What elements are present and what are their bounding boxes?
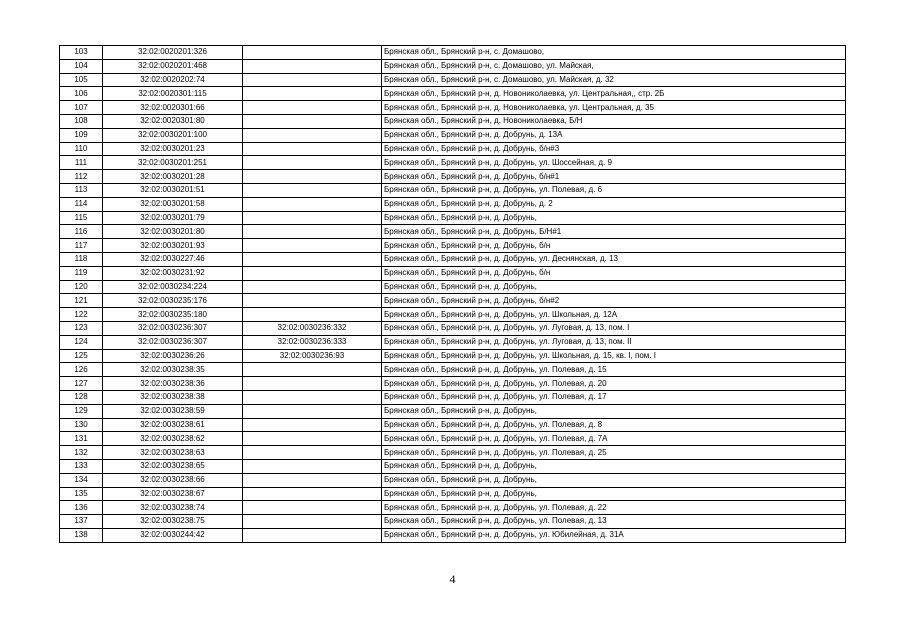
table-row (60, 211, 846, 225)
cadastral-number-cell: 32:02:0030231:92 (103, 266, 243, 280)
row-number-cell: 117 (60, 239, 103, 253)
related-cadastral-number-cell: 32:02:0030236:332 (243, 321, 382, 335)
table-row (60, 294, 846, 308)
table-row (60, 239, 846, 253)
related-cadastral-number-cell (243, 501, 382, 515)
related-cadastral-number-cell (243, 528, 382, 542)
row-number-cell: 135 (60, 487, 103, 501)
address-cell: Брянская обл., Брянский р-н, д. Добрунь, (382, 404, 846, 418)
row-number-cell: 113 (60, 183, 103, 197)
related-cadastral-number-cell (243, 363, 382, 377)
row-number-cell: 131 (60, 432, 103, 446)
related-cadastral-number-cell (243, 473, 382, 487)
row-number-cell: 123 (60, 321, 103, 335)
table-row (60, 252, 846, 266)
related-cadastral-number-cell (243, 404, 382, 418)
cadastral-number-cell: 32:02:0030235:176 (103, 294, 243, 308)
cadastral-number-cell: 32:02:0030238:75 (103, 515, 243, 529)
table-row (60, 377, 846, 391)
cadastral-number-cell: 32:02:0030201:100 (103, 128, 243, 142)
address-cell: Брянская обл., Брянский р-н, с. Домашово, (382, 46, 846, 60)
cadastral-number-cell: 32:02:0030201:51 (103, 183, 243, 197)
cadastral-number-cell: 32:02:0030238:38 (103, 390, 243, 404)
address-cell: Брянская обл., Брянский р-н, д. Добрунь, ул. Полевая, д. 8 (382, 418, 846, 432)
related-cadastral-number-cell (243, 459, 382, 473)
row-number-cell: 127 (60, 377, 103, 391)
related-cadastral-number-cell (243, 377, 382, 391)
cadastral-number-cell: 32:02:0030236:307 (103, 321, 243, 335)
cadastral-number-cell: 32:02:0030201:251 (103, 156, 243, 170)
row-number-cell: 110 (60, 142, 103, 156)
cadastral-number-cell: 32:02:0030201:23 (103, 142, 243, 156)
related-cadastral-number-cell (243, 294, 382, 308)
row-number-cell: 119 (60, 266, 103, 280)
table-row (60, 46, 846, 60)
address-cell: Брянская обл., Брянский р-н, д. Добрунь, ул. Школьная, д. 12А (382, 308, 846, 322)
registry-table (59, 45, 846, 543)
row-number-cell: 118 (60, 252, 103, 266)
cadastral-number-cell: 32:02:0030201:28 (103, 170, 243, 184)
related-cadastral-number-cell (243, 128, 382, 142)
page-number: 4 (449, 572, 456, 586)
table-row (60, 59, 846, 73)
table-row (60, 487, 846, 501)
related-cadastral-number-cell (243, 266, 382, 280)
cadastral-number-cell: 32:02:0030244:42 (103, 528, 243, 542)
table-row (60, 101, 846, 115)
address-cell: Брянская обл., Брянский р-н, д. Добрунь, ул. Шоссейная, д. 9 (382, 156, 846, 170)
address-cell: Брянская обл., Брянский р-н, д. Новониколаевка, ул. Центральная, д. 35 (382, 101, 846, 115)
related-cadastral-number-cell (243, 515, 382, 529)
cadastral-number-cell: 32:02:0030227:46 (103, 252, 243, 266)
address-cell: Брянская обл., Брянский р-н, д. Добрунь, ул. Полевая, д. 13 (382, 515, 846, 529)
table-row (60, 459, 846, 473)
row-number-cell: 124 (60, 335, 103, 349)
cadastral-number-cell: 32:02:0030238:62 (103, 432, 243, 446)
table-row (60, 446, 846, 460)
cadastral-number-cell: 32:02:0030238:35 (103, 363, 243, 377)
row-number-cell: 108 (60, 114, 103, 128)
cadastral-number-cell: 32:02:0020301:66 (103, 101, 243, 115)
related-cadastral-number-cell (243, 418, 382, 432)
row-number-cell: 107 (60, 101, 103, 115)
related-cadastral-number-cell (243, 114, 382, 128)
related-cadastral-number-cell (243, 73, 382, 87)
cadastral-number-cell: 32:02:0020202:74 (103, 73, 243, 87)
row-number-cell: 136 (60, 501, 103, 515)
table-row (60, 280, 846, 294)
related-cadastral-number-cell (243, 156, 382, 170)
cadastral-number-cell: 32:02:0020301:80 (103, 114, 243, 128)
cadastral-number-cell: 32:02:0030238:74 (103, 501, 243, 515)
cadastral-number-cell: 32:02:0030238:63 (103, 446, 243, 460)
related-cadastral-number-cell (243, 239, 382, 253)
related-cadastral-number-cell (243, 101, 382, 115)
table-row (60, 390, 846, 404)
cadastral-number-cell: 32:02:0030201:79 (103, 211, 243, 225)
row-number-cell: 130 (60, 418, 103, 432)
address-cell: Брянская обл., Брянский р-н, д. Добрунь, Б/Н#1 (382, 225, 846, 239)
table-row (60, 418, 846, 432)
cadastral-number-cell: 32:02:0030236:26 (103, 349, 243, 363)
cadastral-number-cell: 32:02:0030238:67 (103, 487, 243, 501)
related-cadastral-number-cell (243, 432, 382, 446)
address-cell: Брянская обл., Брянский р-н, д. Добрунь, ул. Луговая, д. 13, пом. II (382, 335, 846, 349)
registry-table-body (60, 46, 846, 543)
address-cell: Брянская обл., Брянский р-н, д. Добрунь, (382, 280, 846, 294)
address-cell: Брянская обл., Брянский р-н, д. Добрунь, ул. Деснянская, д. 13 (382, 252, 846, 266)
cadastral-number-cell: 32:02:0030201:93 (103, 239, 243, 253)
row-number-cell: 129 (60, 404, 103, 418)
row-number-cell: 132 (60, 446, 103, 460)
table-row (60, 515, 846, 529)
address-cell: Брянская обл., Брянский р-н, д. Добрунь, ул. Полевая, д. 25 (382, 446, 846, 460)
cadastral-number-cell: 32:02:0020201:326 (103, 46, 243, 60)
related-cadastral-number-cell (243, 59, 382, 73)
table-row (60, 225, 846, 239)
row-number-cell: 103 (60, 46, 103, 60)
cadastral-number-cell: 32:02:0030238:61 (103, 418, 243, 432)
cadastral-number-cell: 32:02:0030235:180 (103, 308, 243, 322)
table-row (60, 183, 846, 197)
related-cadastral-number-cell (243, 170, 382, 184)
row-number-cell: 111 (60, 156, 103, 170)
related-cadastral-number-cell (243, 308, 382, 322)
row-number-cell: 128 (60, 390, 103, 404)
related-cadastral-number-cell: 32:02:0030236:333 (243, 335, 382, 349)
cadastral-number-cell: 32:02:0030234:224 (103, 280, 243, 294)
address-cell: Брянская обл., Брянский р-н, д. Добрунь, (382, 473, 846, 487)
related-cadastral-number-cell (243, 87, 382, 101)
address-cell: Брянская обл., Брянский р-н, д. Новониколаевка, Б/Н (382, 114, 846, 128)
table-row (60, 197, 846, 211)
row-number-cell: 104 (60, 59, 103, 73)
related-cadastral-number-cell (243, 252, 382, 266)
address-cell: Брянская обл., Брянский р-н, д. Новониколаевка, ул. Центральная,, стр. 2Б (382, 87, 846, 101)
address-cell: Брянская обл., Брянский р-н, д. Добрунь, ул. Полевая, д. 7А (382, 432, 846, 446)
cadastral-number-cell: 32:02:0030238:59 (103, 404, 243, 418)
related-cadastral-number-cell: 32:02:0030236:93 (243, 349, 382, 363)
address-cell: Брянская обл., Брянский р-н, д. Добрунь, ул. Полевая, д. 15 (382, 363, 846, 377)
related-cadastral-number-cell (243, 225, 382, 239)
table-row (60, 501, 846, 515)
address-cell: Брянская обл., Брянский р-н, с. Домашово, ул. Майская, д. 32 (382, 73, 846, 87)
table-row (60, 432, 846, 446)
table-row (60, 73, 846, 87)
related-cadastral-number-cell (243, 487, 382, 501)
row-number-cell: 121 (60, 294, 103, 308)
table-row (60, 404, 846, 418)
row-number-cell: 137 (60, 515, 103, 529)
table-row (60, 349, 846, 363)
cadastral-number-cell: 32:02:0030201:80 (103, 225, 243, 239)
row-number-cell: 134 (60, 473, 103, 487)
table-row (60, 473, 846, 487)
related-cadastral-number-cell (243, 142, 382, 156)
row-number-cell: 120 (60, 280, 103, 294)
address-cell: Брянская обл., Брянский р-н, д. Добрунь, ул. Полевая, д. 20 (382, 377, 846, 391)
related-cadastral-number-cell (243, 197, 382, 211)
related-cadastral-number-cell (243, 280, 382, 294)
table-row (60, 170, 846, 184)
table-row (60, 528, 846, 542)
address-cell: Брянская обл., Брянский р-н, с. Домашово, ул. Майская, (382, 59, 846, 73)
address-cell: Брянская обл., Брянский р-н, д. Добрунь, б/н#1 (382, 170, 846, 184)
address-cell: Брянская обл., Брянский р-н, д. Добрунь, ул. Полевая, д. 17 (382, 390, 846, 404)
table-row (60, 128, 846, 142)
row-number-cell: 133 (60, 459, 103, 473)
table-row (60, 87, 846, 101)
table-row (60, 142, 846, 156)
table-row (60, 156, 846, 170)
row-number-cell: 138 (60, 528, 103, 542)
address-cell: Брянская обл., Брянский р-н, д. Добрунь, ул. Луговая, д. 13, пом. I (382, 321, 846, 335)
cadastral-number-cell: 32:02:0030236:307 (103, 335, 243, 349)
address-cell: Брянская обл., Брянский р-н, д. Добрунь, (382, 459, 846, 473)
address-cell: Брянская обл., Брянский р-н, д. Добрунь, ул. Юбилейная, д. 31А (382, 528, 846, 542)
address-cell: Брянская обл., Брянский р-н, д. Добрунь, б/н#3 (382, 142, 846, 156)
address-cell: Брянская обл., Брянский р-н, д. Добрунь, ул. Полевая, д. 6 (382, 183, 846, 197)
row-number-cell: 114 (60, 197, 103, 211)
cadastral-number-cell: 32:02:0030238:65 (103, 459, 243, 473)
row-number-cell: 116 (60, 225, 103, 239)
row-number-cell: 109 (60, 128, 103, 142)
row-number-cell: 106 (60, 87, 103, 101)
cadastral-number-cell: 32:02:0020201:468 (103, 59, 243, 73)
row-number-cell: 122 (60, 308, 103, 322)
row-number-cell: 112 (60, 170, 103, 184)
table-row (60, 266, 846, 280)
related-cadastral-number-cell (243, 211, 382, 225)
cadastral-number-cell: 32:02:0030238:36 (103, 377, 243, 391)
table-row (60, 363, 846, 377)
address-cell: Брянская обл., Брянский р-н, д. Добрунь, (382, 211, 846, 225)
related-cadastral-number-cell (243, 446, 382, 460)
row-number-cell: 105 (60, 73, 103, 87)
address-cell: Брянская обл., Брянский р-н, д. Добрунь, д. 2 (382, 197, 846, 211)
table-row (60, 321, 846, 335)
address-cell: Брянская обл., Брянский р-н, д. Добрунь, (382, 487, 846, 501)
row-number-cell: 126 (60, 363, 103, 377)
address-cell: Брянская обл., Брянский р-н, д. Добрунь, ул. Полевая, д. 22 (382, 501, 846, 515)
cadastral-number-cell: 32:02:0030201:58 (103, 197, 243, 211)
address-cell: Брянская обл., Брянский р-н, д. Добрунь, б/н#2 (382, 294, 846, 308)
related-cadastral-number-cell (243, 183, 382, 197)
row-number-cell: 115 (60, 211, 103, 225)
address-cell: Брянская обл., Брянский р-н, д. Добрунь, б/н (382, 239, 846, 253)
address-cell: Брянская обл., Брянский р-н, д. Добрунь, ул. Школьная, д. 15, кв. I, пом. I (382, 349, 846, 363)
related-cadastral-number-cell (243, 390, 382, 404)
table-row (60, 335, 846, 349)
cadastral-number-cell: 32:02:0030238:66 (103, 473, 243, 487)
cadastral-number-cell: 32:02:0020301:115 (103, 87, 243, 101)
table-row (60, 308, 846, 322)
table-row (60, 114, 846, 128)
address-cell: Брянская обл., Брянский р-н, д. Добрунь, б/н (382, 266, 846, 280)
related-cadastral-number-cell (243, 46, 382, 60)
address-cell: Брянская обл., Брянский р-н, д. Добрунь, д. 13А (382, 128, 846, 142)
row-number-cell: 125 (60, 349, 103, 363)
